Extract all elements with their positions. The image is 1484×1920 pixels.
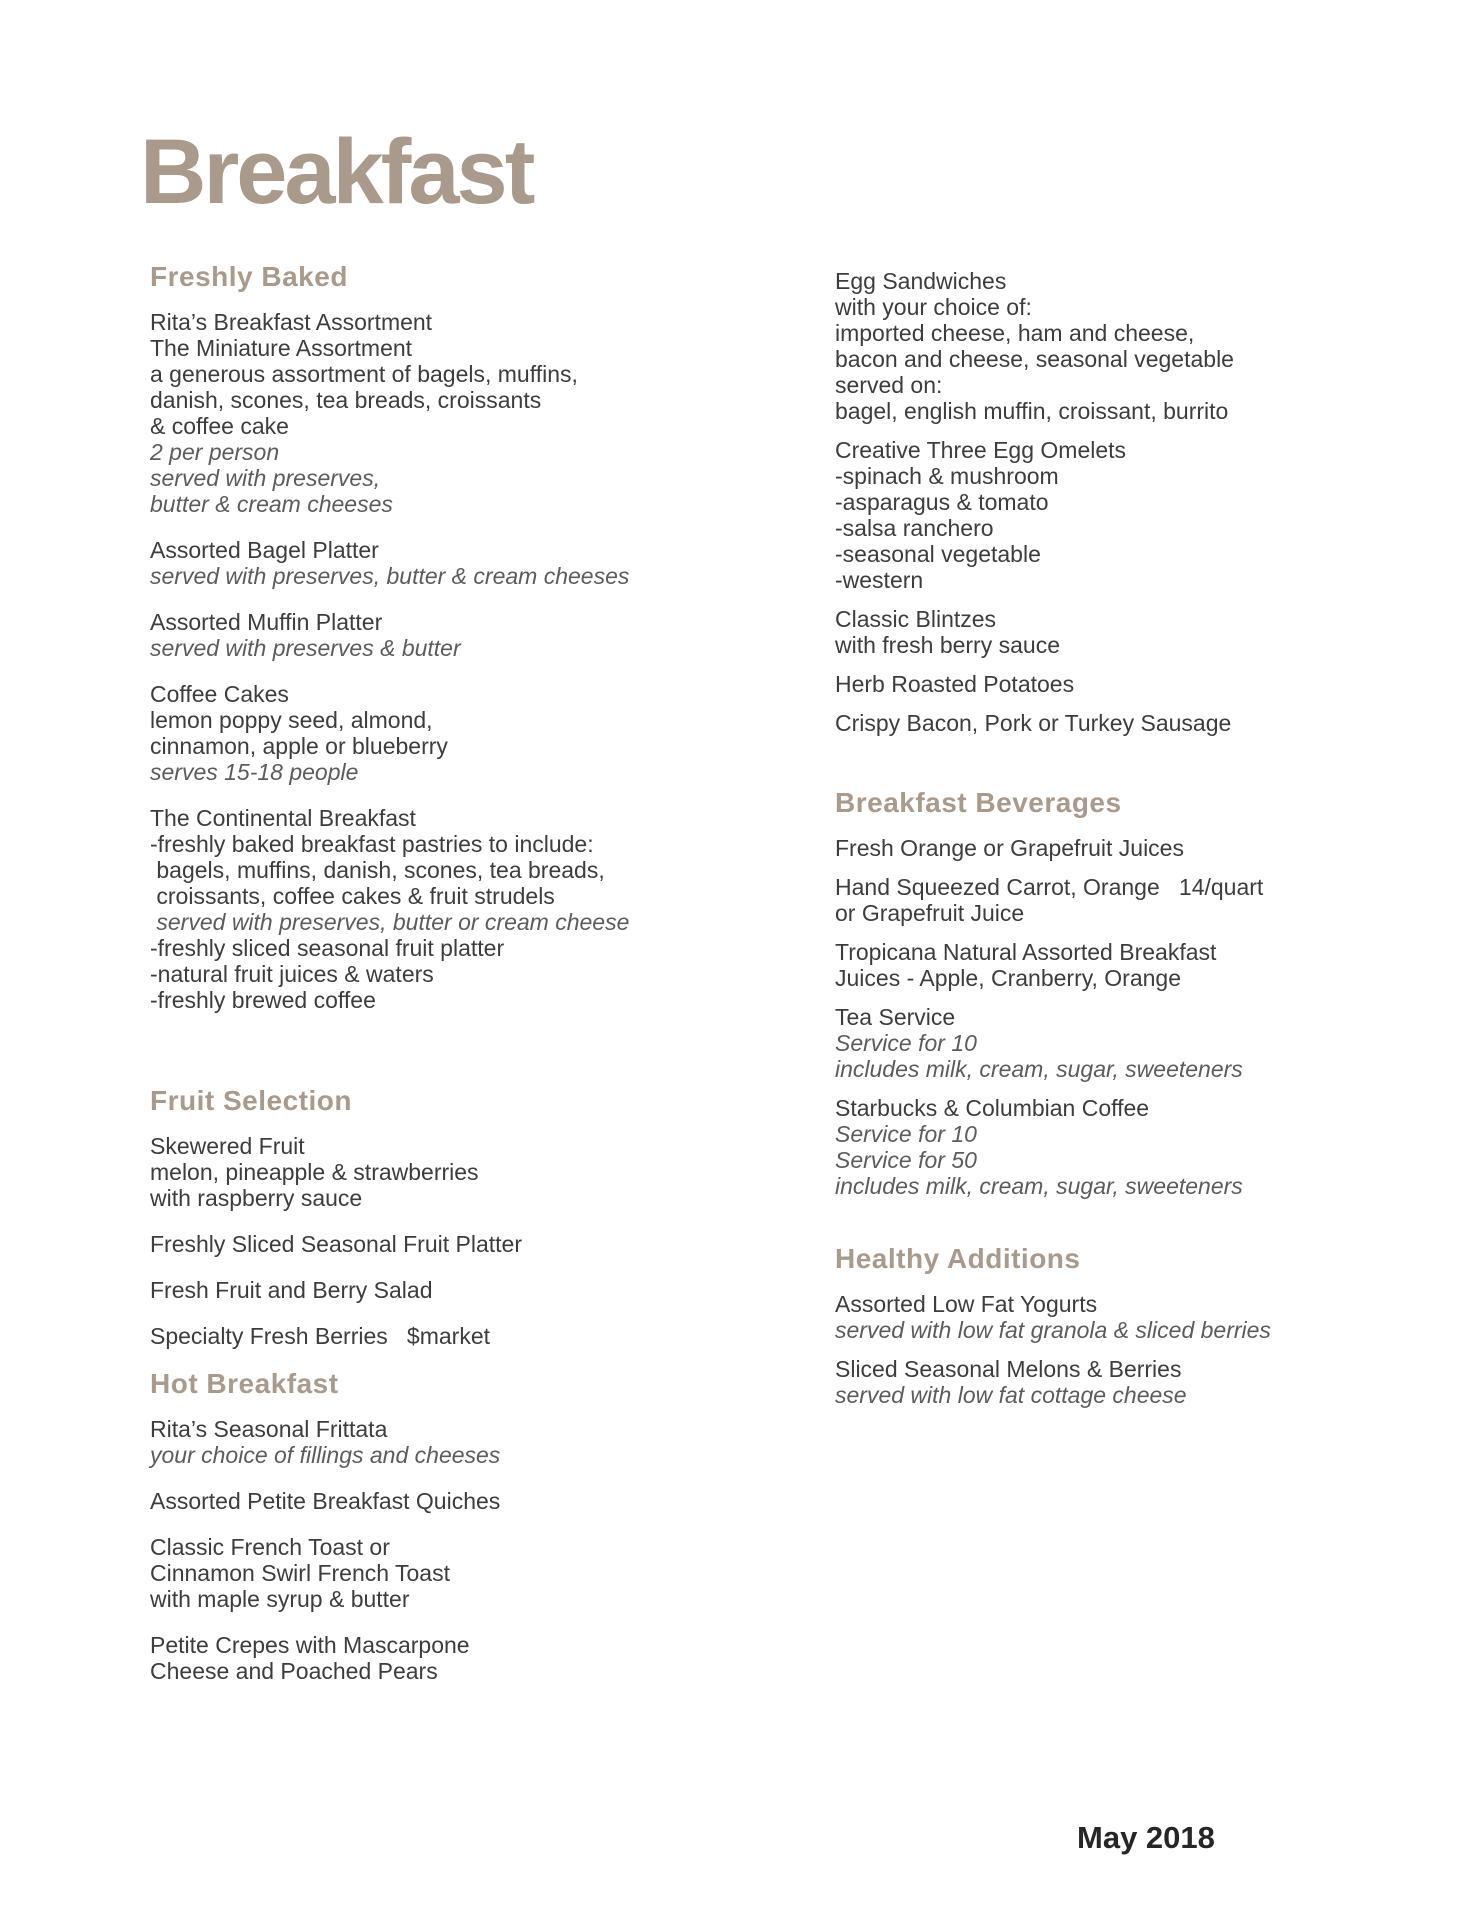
menu-item-line: Assorted Muffin Platter — [150, 609, 383, 635]
menu-item-line: Sliced Seasonal Melons & Berries — [835, 1356, 1182, 1382]
menu-item-line: Specialty Fresh Berries $market — [150, 1323, 491, 1349]
menu-item-line: The Miniature Assortment — [150, 335, 413, 361]
menu-item-line: Hand Squeezed Carrot, Orange 14/quart — [835, 874, 1264, 900]
footer-date: May 2018 — [1077, 1820, 1215, 1855]
menu-item-line: -asparagus & tomato — [835, 489, 1049, 515]
menu-item-line: -natural fruit juices & waters — [150, 961, 434, 987]
menu-item-description-line: served with preserves & butter — [150, 635, 461, 661]
section-fruit-selection — [150, 1086, 770, 1369]
menu-item-description-line: served with preserves, butter or cream cheese — [150, 909, 630, 935]
menu-item-description-line: served with low fat cottage cheese — [835, 1382, 1187, 1408]
menu-item — [150, 1534, 770, 1612]
menu-item-line: with maple syrup & butter — [150, 1586, 410, 1612]
menu-item — [150, 1133, 770, 1211]
menu-item — [835, 710, 1475, 736]
menu-item-line: Juices - Apple, Cranberry, Orange — [835, 965, 1182, 991]
menu-item-description-line: served with preserves, butter & cream cheeses — [150, 563, 630, 589]
page-title: Breakfast — [140, 121, 533, 223]
menu-item — [835, 939, 1475, 991]
menu-item-line: croissants, coffee cakes & fruit strudels — [150, 883, 555, 909]
menu-item-line: lemon poppy seed, almond, — [150, 707, 433, 733]
menu-item-description-line: served with preserves, — [150, 465, 381, 491]
menu-item-line: The Continental Breakfast — [150, 805, 416, 831]
menu-item-line: -seasonal vegetable — [835, 541, 1041, 567]
menu-item-line: Egg Sandwiches — [835, 268, 1007, 294]
menu-item-line: bacon and cheese, seasonal vegetable — [835, 346, 1234, 372]
menu-item-line: Starbucks & Columbian Coffee — [835, 1095, 1150, 1121]
menu-item-line: Coffee Cakes — [150, 681, 289, 707]
section-breakfast-beverages — [835, 788, 1475, 1212]
menu-item-line: or Grapefruit Juice — [835, 900, 1025, 926]
menu-column-left — [150, 0, 770, 1920]
menu-item — [835, 437, 1475, 593]
menu-item — [150, 805, 770, 1013]
section-heading: Hot Breakfast — [150, 1368, 339, 1399]
menu-item-description-line: Service for 50 — [835, 1147, 977, 1173]
menu-item-line: Fresh Orange or Grapefruit Juices — [835, 835, 1184, 861]
section-hot-breakfast — [150, 1369, 770, 1704]
menu-item-line: Fresh Fruit and Berry Salad — [150, 1277, 433, 1303]
menu-item-line: Creative Three Egg Omelets — [835, 437, 1127, 463]
menu-item-description-line: 2 per person — [150, 439, 280, 465]
menu-item-line: & coffee cake — [150, 413, 289, 439]
section-heading: Breakfast Beverages — [835, 787, 1122, 818]
menu-item-line: Cinnamon Swirl French Toast — [150, 1560, 450, 1586]
menu-item — [150, 309, 770, 517]
menu-item-line: with your choice of: — [835, 294, 1032, 320]
menu-item-line: Cheese and Poached Pears — [150, 1658, 438, 1684]
menu-item-line: a generous assortment of bagels, muffins, — [150, 361, 578, 387]
menu-item-line: Herb Roasted Potatoes — [835, 671, 1075, 697]
menu-item-line: Skewered Fruit — [150, 1133, 305, 1159]
section-heading: Freshly Baked — [150, 261, 348, 292]
menu-item-description-line: your choice of fillings and cheeses — [150, 1442, 501, 1468]
section-continued — [835, 268, 1475, 749]
menu-item-line: -freshly sliced seasonal fruit platter — [150, 935, 505, 961]
menu-item — [835, 1095, 1475, 1199]
section-heading: Healthy Additions — [835, 1243, 1081, 1274]
menu-item-line: -spinach & mushroom — [835, 463, 1059, 489]
menu-item — [150, 1277, 770, 1303]
menu-item-line: Classic Blintzes — [835, 606, 997, 632]
menu-item — [835, 835, 1475, 861]
menu-item-line: Assorted Petite Breakfast Quiches — [150, 1488, 501, 1514]
menu-item-line: -salsa ranchero — [835, 515, 994, 541]
menu-item-line: Freshly Sliced Seasonal Fruit Platter — [150, 1231, 522, 1257]
menu-item-line: Rita’s Seasonal Frittata — [150, 1416, 388, 1442]
menu-item-line: Petite Crepes with Mascarpone — [150, 1632, 470, 1658]
menu-item — [835, 268, 1475, 424]
menu-item — [835, 1291, 1475, 1343]
menu-item — [835, 874, 1475, 926]
menu-item-line: Assorted Bagel Platter — [150, 537, 379, 563]
menu-item-description-line: Service for 10 — [835, 1121, 977, 1147]
menu-item-line: served on: — [835, 372, 943, 398]
menu-item-line: Rita’s Breakfast Assortment — [150, 309, 433, 335]
menu-item — [835, 606, 1475, 658]
menu-item-line: Crispy Bacon, Pork or Turkey Sausage — [835, 710, 1232, 736]
menu-item-description-line: butter & cream cheeses — [150, 491, 393, 517]
menu-item — [150, 1488, 770, 1514]
menu-item — [835, 1356, 1475, 1408]
menu-item-line: Tropicana Natural Assorted Breakfast — [835, 939, 1217, 965]
section-heading: Fruit Selection — [150, 1085, 352, 1116]
menu-item — [150, 1323, 770, 1349]
section-freshly-baked — [150, 262, 770, 1033]
menu-item — [835, 671, 1475, 697]
menu-item-line: with raspberry sauce — [150, 1185, 363, 1211]
menu-item — [150, 1632, 770, 1684]
menu-item-line: Tea Service — [835, 1004, 956, 1030]
menu-item-line: -freshly baked breakfast pastries to include: — [150, 831, 594, 857]
menu-item-line: imported cheese, ham and cheese, — [835, 320, 1195, 346]
menu-item-line: -western — [835, 567, 924, 593]
menu-item — [150, 609, 770, 661]
menu-item — [150, 1231, 770, 1257]
menu-item-line: cinnamon, apple or blueberry — [150, 733, 448, 759]
menu-item-description-line: Service for 10 — [835, 1030, 977, 1056]
menu-item-description-line: includes milk, cream, sugar, sweeteners — [835, 1173, 1243, 1199]
menu-item-line: Assorted Low Fat Yogurts — [835, 1291, 1098, 1317]
menu-item-line: danish, scones, tea breads, croissants — [150, 387, 542, 413]
menu-item-description-line: serves 15-18 people — [150, 759, 359, 785]
menu-item — [150, 537, 770, 589]
menu-item-description-line: served with low fat granola & sliced berries — [835, 1317, 1271, 1343]
menu-column-right — [835, 0, 1475, 1920]
menu-item-line: melon, pineapple & strawberries — [150, 1159, 479, 1185]
menu-item-line: -freshly brewed coffee — [150, 987, 376, 1013]
menu-item-line: bagel, english muffin, croissant, burrito — [835, 398, 1229, 424]
menu-item-line: Classic French Toast or — [150, 1534, 390, 1560]
menu-item — [835, 1004, 1475, 1082]
menu-item — [150, 1416, 770, 1468]
menu-item-line: with fresh berry sauce — [835, 632, 1060, 658]
menu-item-description-line: includes milk, cream, sugar, sweeteners — [835, 1056, 1243, 1082]
menu-item — [150, 681, 770, 785]
section-healthy-additions — [835, 1244, 1475, 1421]
menu-item-line: bagels, muffins, danish, scones, tea breads, — [150, 857, 605, 883]
